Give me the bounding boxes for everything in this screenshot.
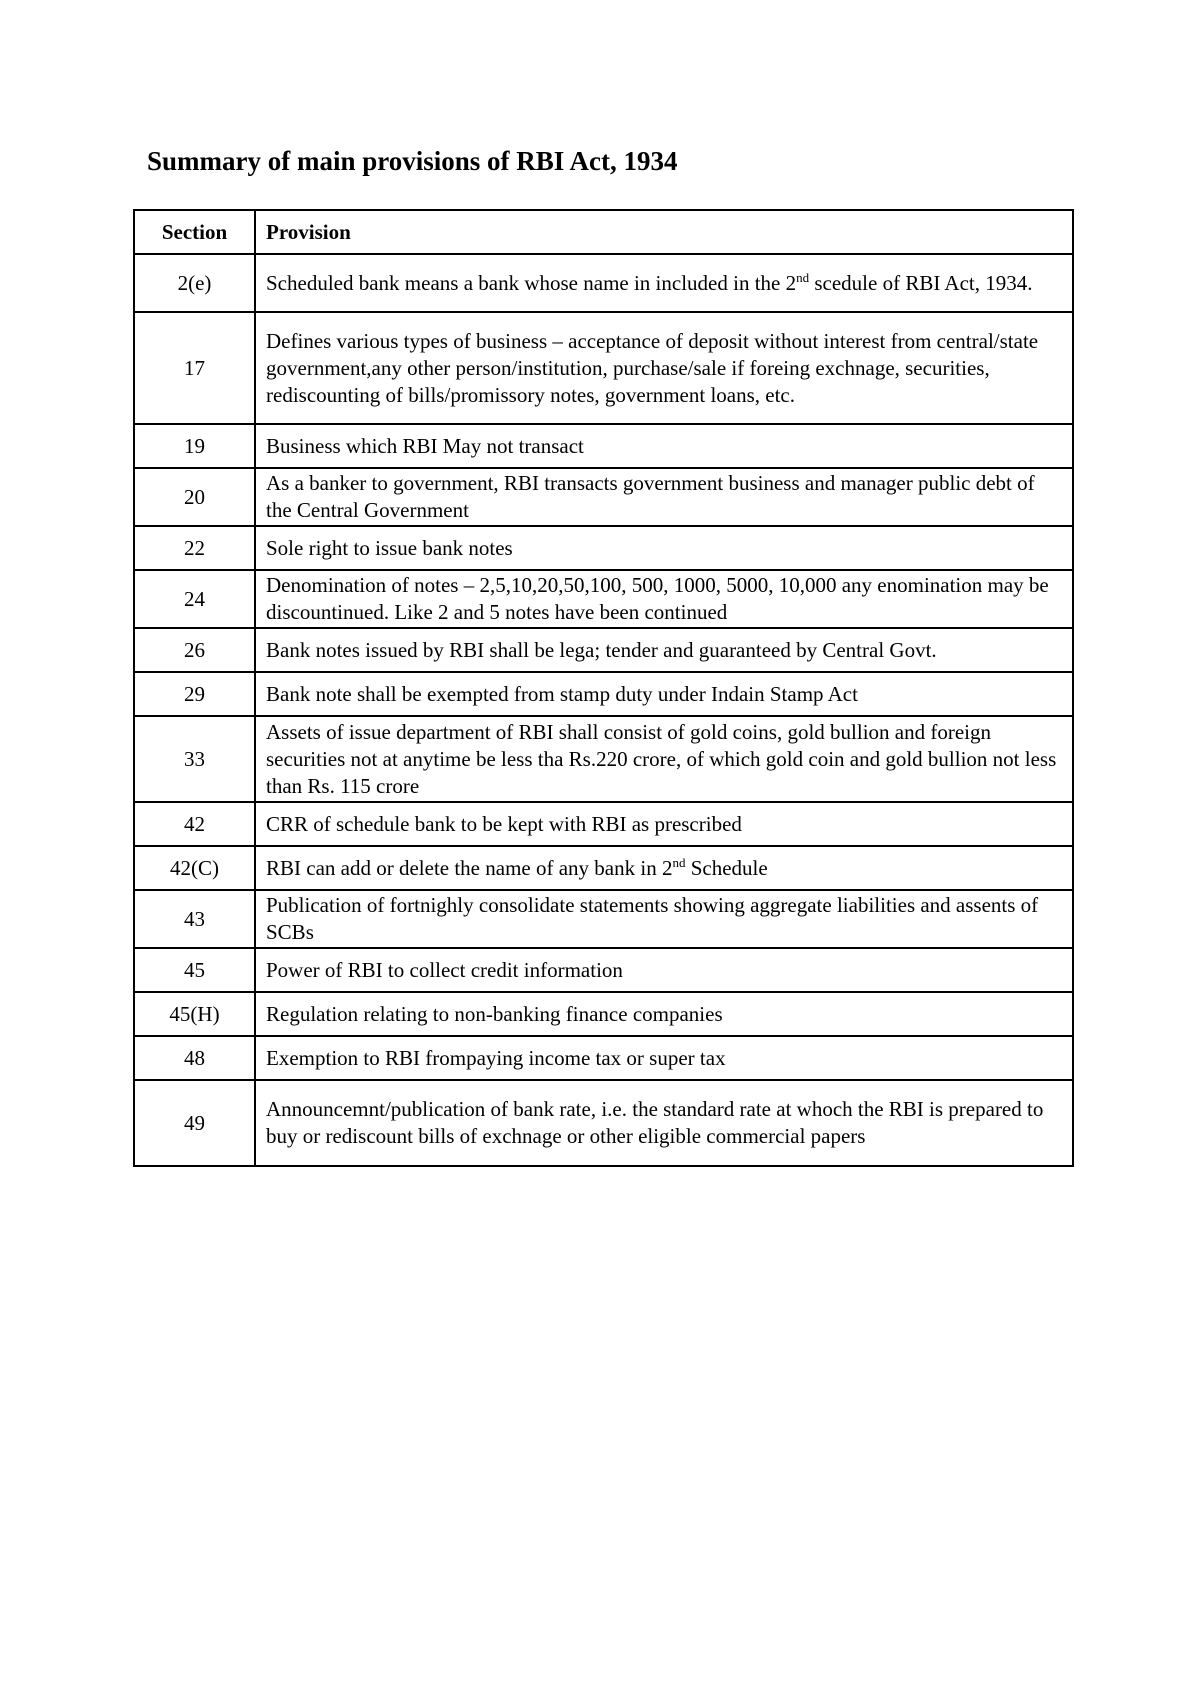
superscript-ordinal: nd [796, 269, 810, 285]
section-cell: 17 [134, 312, 255, 424]
provision-cell: Denomination of notes – 2,5,10,20,50,100, 500, 1000, 5000, 10,000 any enomination may be discountinued. Like 2 and 5 notes have been continued [255, 570, 1073, 628]
provision-cell [255, 846, 1073, 890]
provision-cell: Sole right to issue bank notes [255, 526, 1073, 570]
section-cell: 42(C) [134, 846, 255, 890]
table-row [134, 890, 1073, 948]
provision-cell: Bank note shall be exempted from stamp duty under Indain Stamp Act [255, 672, 1073, 716]
table-row [134, 846, 1073, 890]
section-cell: 45(H) [134, 992, 255, 1036]
provision-cell: Power of RBI to collect credit information [255, 948, 1073, 992]
provision-cell: Business which RBI May not transact [255, 424, 1073, 468]
section-cell: 22 [134, 526, 255, 570]
provision-text: RBI can add or delete the name of any bank in 2 [266, 855, 673, 880]
provision-cell: Assets of issue department of RBI shall consist of gold coins, gold bullion and foreign securities not at anytime be less tha Rs.220 crore, of which gold coin and gold bullion not less than Rs. 115 crore [255, 716, 1073, 802]
provision-cell: Regulation relating to non-banking finance companies [255, 992, 1073, 1036]
section-cell: 29 [134, 672, 255, 716]
provision-cell: Bank notes issued by RBI shall be lega; tender and guaranteed by Central Govt. [255, 628, 1073, 672]
provision-cell: Exemption to RBI frompaying income tax or super tax [255, 1036, 1073, 1080]
table-row [134, 672, 1073, 716]
page-title: Summary of main provisions of RBI Act, 1934 [147, 146, 678, 176]
section-cell: 42 [134, 802, 255, 846]
provision-text: scedule of RBI Act, 1934. [809, 270, 1033, 295]
table-header-row [134, 210, 1073, 254]
section-cell: 24 [134, 570, 255, 628]
table-row [134, 254, 1073, 312]
table-row [134, 1080, 1073, 1166]
table-row [134, 526, 1073, 570]
section-cell: 49 [134, 1080, 255, 1166]
provisions-table [133, 209, 1074, 1167]
section-cell: 2(e) [134, 254, 255, 312]
section-cell: 20 [134, 468, 255, 526]
section-cell: 26 [134, 628, 255, 672]
table-row [134, 992, 1073, 1036]
provision-text: Scheduled bank means a bank whose name in included in the 2 [266, 270, 797, 295]
provision-cell: Publication of fortnighly consolidate statements showing aggregate liabilities and assents of SCBs [255, 890, 1073, 948]
provision-cell [255, 254, 1073, 312]
section-cell: 43 [134, 890, 255, 948]
provision-cell: Defines various types of business – acceptance of deposit without interest from central/state government,any other person/institution, purchase/sale if foreing exchnage, securities, rediscounting of bills/promissory notes, government loans, etc. [255, 312, 1073, 424]
table-row [134, 468, 1073, 526]
provision-cell: Announcemnt/publication of bank rate, i.e. the standard rate at whoch the RBI is prepared to buy or rediscount bills of exchnage or other eligible commercial papers [255, 1080, 1073, 1166]
provision-cell: CRR of schedule bank to be kept with RBI as prescribed [255, 802, 1073, 846]
table-row [134, 424, 1073, 468]
section-cell: 45 [134, 948, 255, 992]
section-cell: 48 [134, 1036, 255, 1080]
table-row [134, 802, 1073, 846]
table-row [134, 570, 1073, 628]
provision-column-header: Provision [255, 210, 1073, 254]
table-row [134, 716, 1073, 802]
section-cell: 19 [134, 424, 255, 468]
section-column-header: Section [134, 210, 255, 254]
section-cell: 33 [134, 716, 255, 802]
table-row [134, 1036, 1073, 1080]
table-row [134, 312, 1073, 424]
table-row [134, 948, 1073, 992]
provision-text: Schedule [685, 855, 768, 880]
provision-cell: As a banker to government, RBI transacts government business and manager public debt of the Central Government [255, 468, 1073, 526]
table-row [134, 628, 1073, 672]
superscript-ordinal: nd [672, 854, 686, 870]
